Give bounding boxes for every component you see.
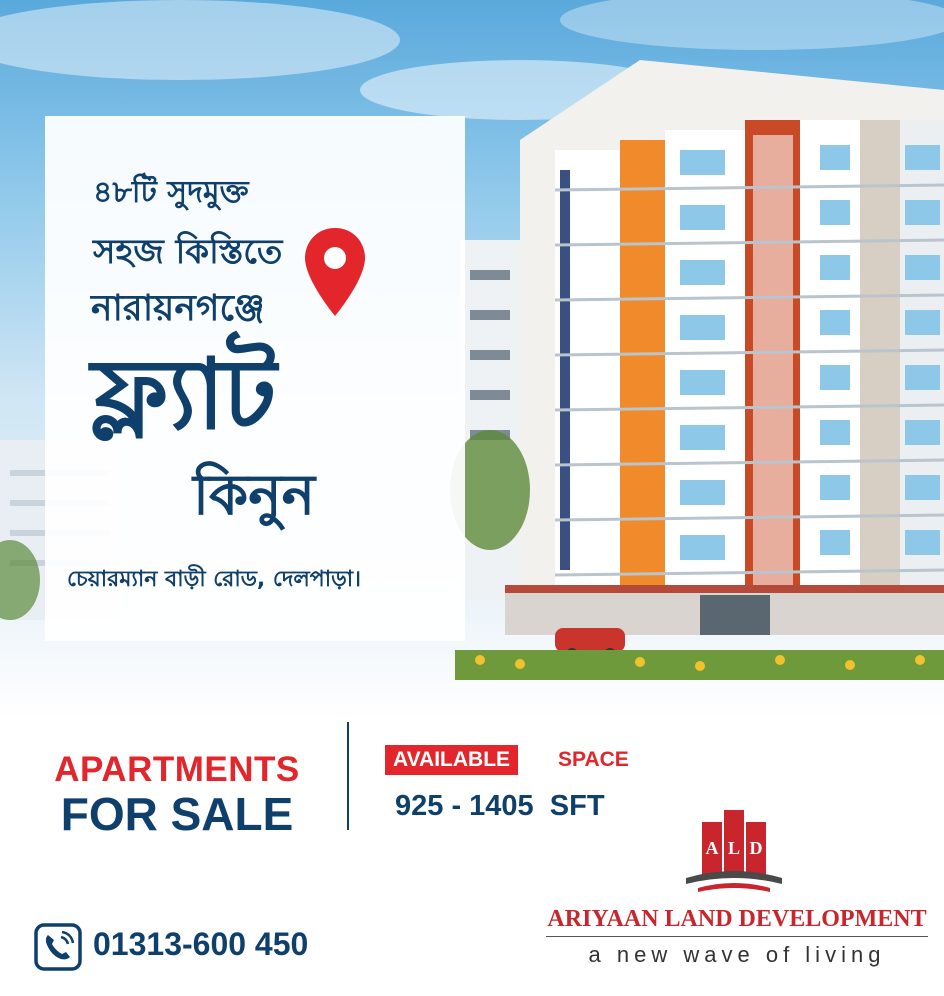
brand-divider <box>546 936 928 937</box>
size-range: 925 - 1405 SFT <box>395 790 605 822</box>
headline-line-1: ৪৮টি সুদমুক্ত <box>93 175 249 210</box>
headline-buy: কিনুন <box>193 463 316 528</box>
headline-flat: ফ্ল্যাট <box>91 338 275 452</box>
brand-tagline: a new wave of living <box>588 942 886 967</box>
location-pin-icon <box>301 226 369 318</box>
ald-logo-icon <box>684 808 784 908</box>
headline-line-3: নারায়নগঞ্জে <box>91 288 265 329</box>
divider <box>347 722 349 830</box>
available-badge: AVAILABLE <box>385 745 518 775</box>
logo-letter-d: D <box>749 838 763 858</box>
phone-number: 01313-600 450 <box>93 926 309 962</box>
apartments-title: APARTMENTS <box>54 750 300 789</box>
logo-letter-a: A <box>705 838 719 858</box>
available-space-label: SPACE <box>558 748 629 771</box>
logo-letter-l: L <box>727 838 741 858</box>
phone-icon <box>34 923 82 971</box>
brand-name: ARIYAAN LAND DEVELOPMENT <box>547 906 927 932</box>
for-sale-title: FOR SALE <box>60 788 294 840</box>
headline-panel <box>45 116 465 641</box>
headline-line-2: সহজ কিস্তিতে <box>93 232 283 272</box>
address-text: চেয়ারম্যান বাড়ী রোড, দেলপাড়া। <box>67 567 362 592</box>
